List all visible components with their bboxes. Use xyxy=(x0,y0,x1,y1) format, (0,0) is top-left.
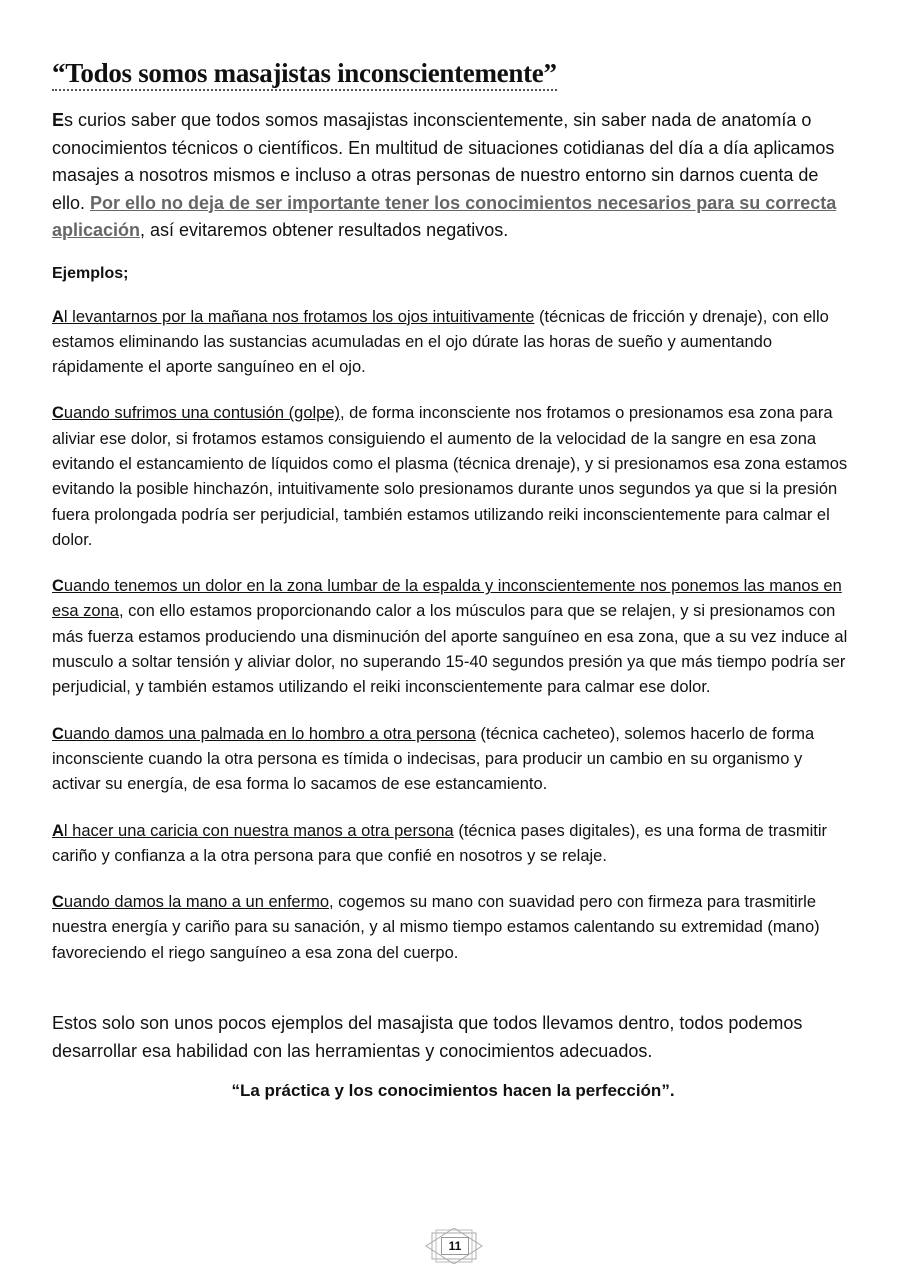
intro-paragraph: Es curios saber que todos somos masajistas inconscientemente, sin saber nada de anatomía o conocimientos técnicos o científicos. En multitud de situaciones cotidianas del día a día aplicamos masajes a nosotros mismos e incluso a otras personas de nuestro entorno sin darnos cuenta de ello. Por ello no deja de ser importante tener los conocimientos necesarios para su correcta aplicación, así evitaremos obtener resultados negativos. xyxy=(52,110,837,240)
page-title: “Todos somos masajistas inconscientemente” xyxy=(52,58,854,89)
example-lead: Cuando damos una palmada en lo hombro a otra persona xyxy=(52,724,476,743)
page-number: 11 xyxy=(441,1237,469,1255)
example-paragraph: Cuando tenemos un dolor en la zona lumbar de la espalda y inconscientemente nos ponemos las manos en esa zona, con ello estamos proporcionando calor a los músculos para que se relajen, y si presionamos con más fuerza estamos produciendo una disminución del aporte sanguíneo en esa zona, que a su vez induce al musculo a soltar tensión y aliviar dolor, no superando 15-40 segundos presión ya que más tiempo podría ser perjudicial, y también estamos utilizando el reiki inconscientemente para calmar ese dolor. xyxy=(52,577,848,697)
examples-heading: Ejemplos; xyxy=(52,264,129,282)
example-paragraph: Cuando damos una palmada en lo hombro a otra persona (técnica cacheteo), solemos hacerlo de forma inconsciente cuando la otra persona es tímida o indecisas, para producir un cambio en su organismo y activar su energía, de esa forma lo sacamos de ese estancamiento. xyxy=(52,724,815,794)
example-paragraph: Cuando sufrimos una contusión (golpe), de forma inconsciente nos frotamos o presionamos esa zona para aliviar ese dolor, si frotamos estamos consiguiendo el aumento de la velocidad de la sangre en esa zona evitando el estancamiento de líquidos como el plasma (técnica drenaje), y si presionamos esa zona estamos evitando la posible hinchazón, intuitivamente solo presionamos durante unos segundos ya que si la presión fuera prolongada podría ser perjudicial, también estamos utilizando reiki inconscientemente para calmar el dolor. xyxy=(52,404,848,549)
highlighted-text: Por ello no deja de ser importante tener los conocimientos necesarios para su correcta aplicación xyxy=(52,192,837,240)
closing-paragraph: Estos solo son unos pocos ejemplos del masajista que todos llevamos dentro, todos podemos desarrollar esa habilidad con las herramientas y conocimientos adecuados. xyxy=(52,1013,803,1061)
example-lead: Cuando tenemos un dolor en la zona lumbar de la espalda y inconscientemente nos ponemos las manos en esa zona xyxy=(52,577,842,621)
example-paragraph: Al levantarnos por la mañana nos frotamos los ojos intuitivamente (técnicas de fricción y drenaje), con ello estamos eliminando las sustancias acumuladas en el ojo dúrate las horas de sueño y aumentando rápidamente el aporte sanguíneo en el ojo. xyxy=(52,307,829,377)
examples-list xyxy=(52,305,854,967)
example-lead: Cuando sufrimos una contusión (golpe) xyxy=(52,404,341,423)
example-lead: Al hacer una caricia con nuestra manos a otra persona xyxy=(52,821,454,840)
example-lead: Cuando damos la mano a un enfermo xyxy=(52,893,330,912)
closing-quote: “La práctica y los conocimientos hacen la perfección”. xyxy=(231,1081,675,1101)
example-paragraph: Cuando damos la mano a un enfermo, cogemos su mano con suavidad pero con firmeza para trasmitirle nuestra energía y cariño para su sanación, y al mismo tiempo estamos calentando su extremidad (mano) favoreciendo el riego sanguíneo a esa zona del cuerpo. xyxy=(52,893,820,962)
page-number-ornament xyxy=(424,1228,484,1264)
example-paragraph: Al hacer una caricia con nuestra manos a otra persona (técnica pases digitales), es una forma de trasmitir cariño y confianza a la otra persona para que confié en nosotros y se relaje. xyxy=(52,821,827,865)
example-lead: Al levantarnos por la mañana nos frotamos los ojos intuitivamente xyxy=(52,307,535,326)
document-page xyxy=(52,58,854,1101)
